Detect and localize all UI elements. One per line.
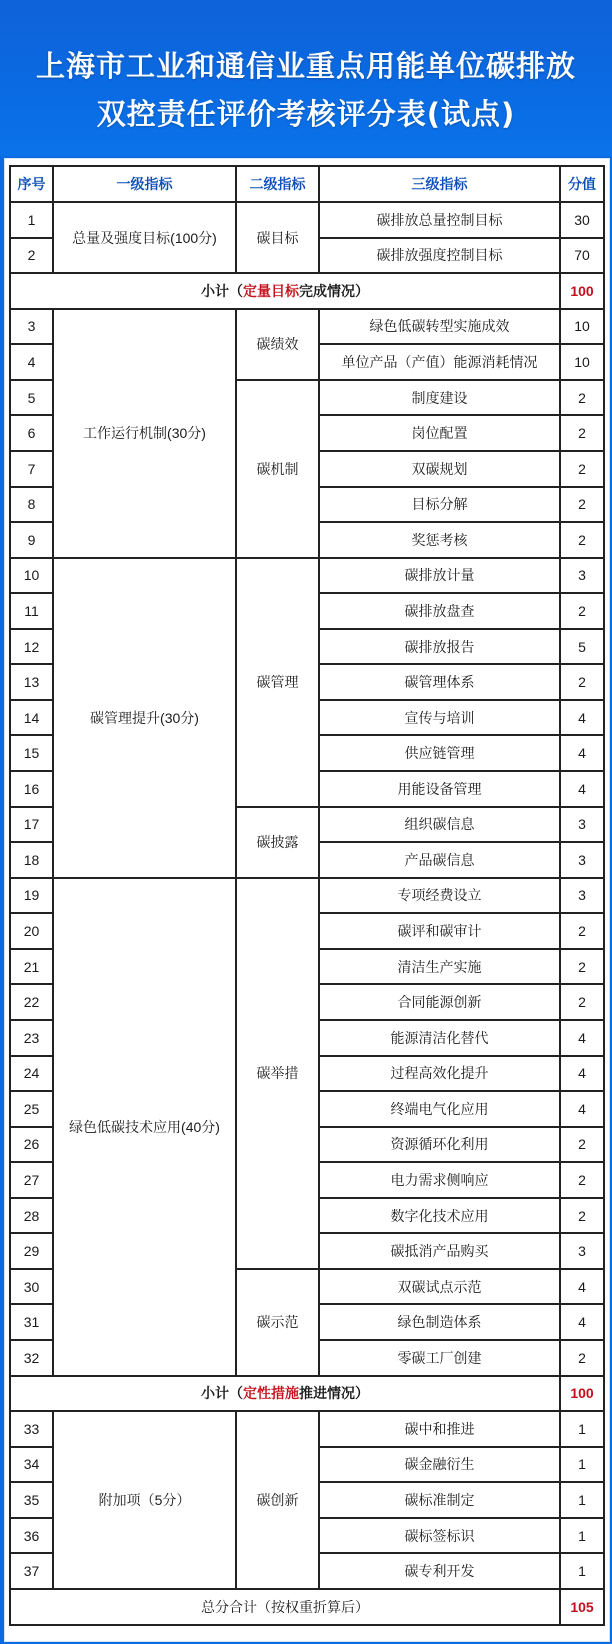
level3-cell: 单位产品（产值）能源消耗情况 [319,344,560,380]
subtotal-highlight: 定量目标 [243,282,299,299]
row-number: 31 [10,1304,53,1340]
level1-cell: 总量及强度目标(100分) [53,202,236,273]
score-cell: 2 [560,664,604,700]
score-cell: 2 [560,593,604,629]
table-row [10,878,604,914]
row-number: 35 [10,1482,53,1518]
header-index: 序号 [10,166,53,202]
total-row [10,1589,604,1625]
score-cell: 3 [560,558,604,594]
score-cell: 4 [560,700,604,736]
score-cell: 2 [560,984,604,1020]
level2-cell: 碳管理 [236,558,319,807]
row-number: 5 [10,380,53,416]
level3-cell: 碳抵消产品购买 [319,1233,560,1269]
score-cell: 3 [560,878,604,914]
score-cell: 10 [560,309,604,345]
score-cell: 5 [560,629,604,665]
score-cell: 2 [560,415,604,451]
score-cell: 2 [560,522,604,558]
score-cell: 4 [560,771,604,807]
level3-cell: 碳管理体系 [319,664,560,700]
level3-cell: 双碳试点示范 [319,1269,560,1305]
row-number: 37 [10,1553,53,1589]
level3-cell: 能源清洁化替代 [319,1020,560,1056]
level2-cell: 碳机制 [236,380,319,558]
row-number: 7 [10,451,53,487]
row-number: 1 [10,202,53,238]
row-number: 33 [10,1411,53,1447]
level3-cell: 用能设备管理 [319,771,560,807]
row-number: 10 [10,558,53,594]
level3-cell: 电力需求侧响应 [319,1162,560,1198]
level3-cell: 数字化技术应用 [319,1198,560,1234]
row-number: 18 [10,842,53,878]
level2-cell: 碳披露 [236,807,319,878]
level1-cell: 绿色低碳技术应用(40分) [53,878,236,1376]
level2-cell: 碳目标 [236,202,319,273]
level3-cell: 碳标签标识 [319,1518,560,1554]
score-cell: 3 [560,807,604,843]
level3-cell: 碳中和推进 [319,1411,560,1447]
subtotal-score: 100 [560,273,604,309]
row-number: 23 [10,1020,53,1056]
score-cell: 10 [560,344,604,380]
level3-cell: 过程高效化提升 [319,1056,560,1092]
level3-cell: 产品碳信息 [319,842,560,878]
score-cell: 4 [560,1056,604,1092]
row-number: 27 [10,1162,53,1198]
page-header [0,0,612,156]
row-number: 30 [10,1269,53,1305]
subtotal-label [10,1376,560,1412]
score-cell: 4 [560,1304,604,1340]
level3-cell: 供应链管理 [319,735,560,771]
score-cell: 2 [560,949,604,985]
level3-cell: 制度建设 [319,380,560,416]
level3-cell: 终端电气化应用 [319,1091,560,1127]
row-number: 29 [10,1233,53,1269]
level3-cell: 资源循环化利用 [319,1127,560,1163]
score-cell: 4 [560,735,604,771]
header-score: 分值 [560,166,604,202]
level3-cell: 碳排放报告 [319,629,560,665]
row-number: 21 [10,949,53,985]
level3-cell: 组织碳信息 [319,807,560,843]
row-number: 15 [10,735,53,771]
level1-cell: 工作运行机制(30分) [53,309,236,558]
level3-cell: 目标分解 [319,487,560,523]
row-number: 25 [10,1091,53,1127]
row-number: 20 [10,913,53,949]
row-number: 13 [10,664,53,700]
row-number: 9 [10,522,53,558]
level3-cell: 双碳规划 [319,451,560,487]
score-cell: 2 [560,487,604,523]
subtotal-label [10,273,560,309]
score-cell: 2 [560,380,604,416]
subtotal-row-quantitative [10,273,604,309]
level3-cell: 碳金融衍生 [319,1447,560,1483]
level3-cell: 绿色制造体系 [319,1304,560,1340]
row-number: 17 [10,807,53,843]
row-number: 19 [10,878,53,914]
score-cell: 2 [560,1127,604,1163]
row-number: 16 [10,771,53,807]
level3-cell: 绿色低碳转型实施成效 [319,309,560,345]
level2-cell: 碳创新 [236,1411,319,1589]
level3-cell: 合同能源创新 [319,984,560,1020]
level2-cell: 碳示范 [236,1269,319,1376]
row-number: 22 [10,984,53,1020]
level3-cell: 碳排放盘查 [319,593,560,629]
level3-cell: 零碳工厂创建 [319,1340,560,1376]
score-table [9,165,605,1626]
score-cell: 2 [560,1198,604,1234]
level3-cell: 清洁生产实施 [319,949,560,985]
level3-cell: 岗位配置 [319,415,560,451]
row-number: 6 [10,415,53,451]
level3-cell: 奖惩考核 [319,522,560,558]
header-level2: 二级指标 [236,166,319,202]
row-number: 8 [10,487,53,523]
level1-cell: 附加项（5分） [53,1411,236,1589]
header-level3: 三级指标 [319,166,560,202]
page-title-line-2: 双控责任评价考核评分表(试点) [96,97,516,131]
row-number: 4 [10,344,53,380]
score-cell: 70 [560,238,604,274]
score-cell: 2 [560,451,604,487]
row-number: 11 [10,593,53,629]
level3-cell: 碳评和碳审计 [319,913,560,949]
row-number: 24 [10,1056,53,1092]
level2-cell: 碳绩效 [236,309,319,380]
row-number: 2 [10,238,53,274]
table-row [10,558,604,594]
subtotal-row-qualitative [10,1376,604,1412]
level3-cell: 碳排放总量控制目标 [319,202,560,238]
page-title-line-1: 上海市工业和通信业重点用能单位碳排放 [35,49,576,83]
level3-cell: 碳标准制定 [319,1482,560,1518]
level3-cell: 碳排放强度控制目标 [319,238,560,274]
level3-cell: 宣传与培训 [319,700,560,736]
subtotal-highlight: 定性措施 [243,1385,299,1402]
score-cell: 3 [560,842,604,878]
table-header-row [10,166,604,202]
header-level1: 一级指标 [53,166,236,202]
level3-cell: 碳专利开发 [319,1553,560,1589]
score-cell: 1 [560,1553,604,1589]
score-cell: 4 [560,1091,604,1127]
table-row [10,1411,604,1447]
row-number: 26 [10,1127,53,1163]
score-cell: 1 [560,1411,604,1447]
subtotal-suffix: 完成情况） [299,282,369,299]
level1-cell: 碳管理提升(30分) [53,558,236,878]
score-cell: 3 [560,1233,604,1269]
score-cell: 1 [560,1518,604,1554]
score-cell: 2 [560,1340,604,1376]
row-number: 12 [10,629,53,665]
level2-cell: 碳举措 [236,878,319,1269]
row-number: 32 [10,1340,53,1376]
table-row [10,309,604,345]
row-number: 34 [10,1447,53,1483]
row-number: 14 [10,700,53,736]
table-row [10,202,604,238]
row-number: 36 [10,1518,53,1554]
subtotal-prefix: 小计（ [201,282,243,299]
subtotal-suffix: 推进情况） [299,1385,369,1402]
score-cell: 4 [560,1269,604,1305]
row-number: 28 [10,1198,53,1234]
level3-cell: 专项经费设立 [319,878,560,914]
subtotal-prefix: 小计（ [201,1385,243,1402]
score-cell: 2 [560,1162,604,1198]
score-cell: 2 [560,913,604,949]
score-cell: 1 [560,1447,604,1483]
score-cell: 4 [560,1020,604,1056]
score-cell: 30 [560,202,604,238]
row-number: 3 [10,309,53,345]
level3-cell: 碳排放计量 [319,558,560,594]
score-cell: 1 [560,1482,604,1518]
total-label: 总分合计（按权重折算后） [10,1589,560,1625]
total-score: 105 [560,1589,604,1625]
subtotal-score: 100 [560,1376,604,1412]
